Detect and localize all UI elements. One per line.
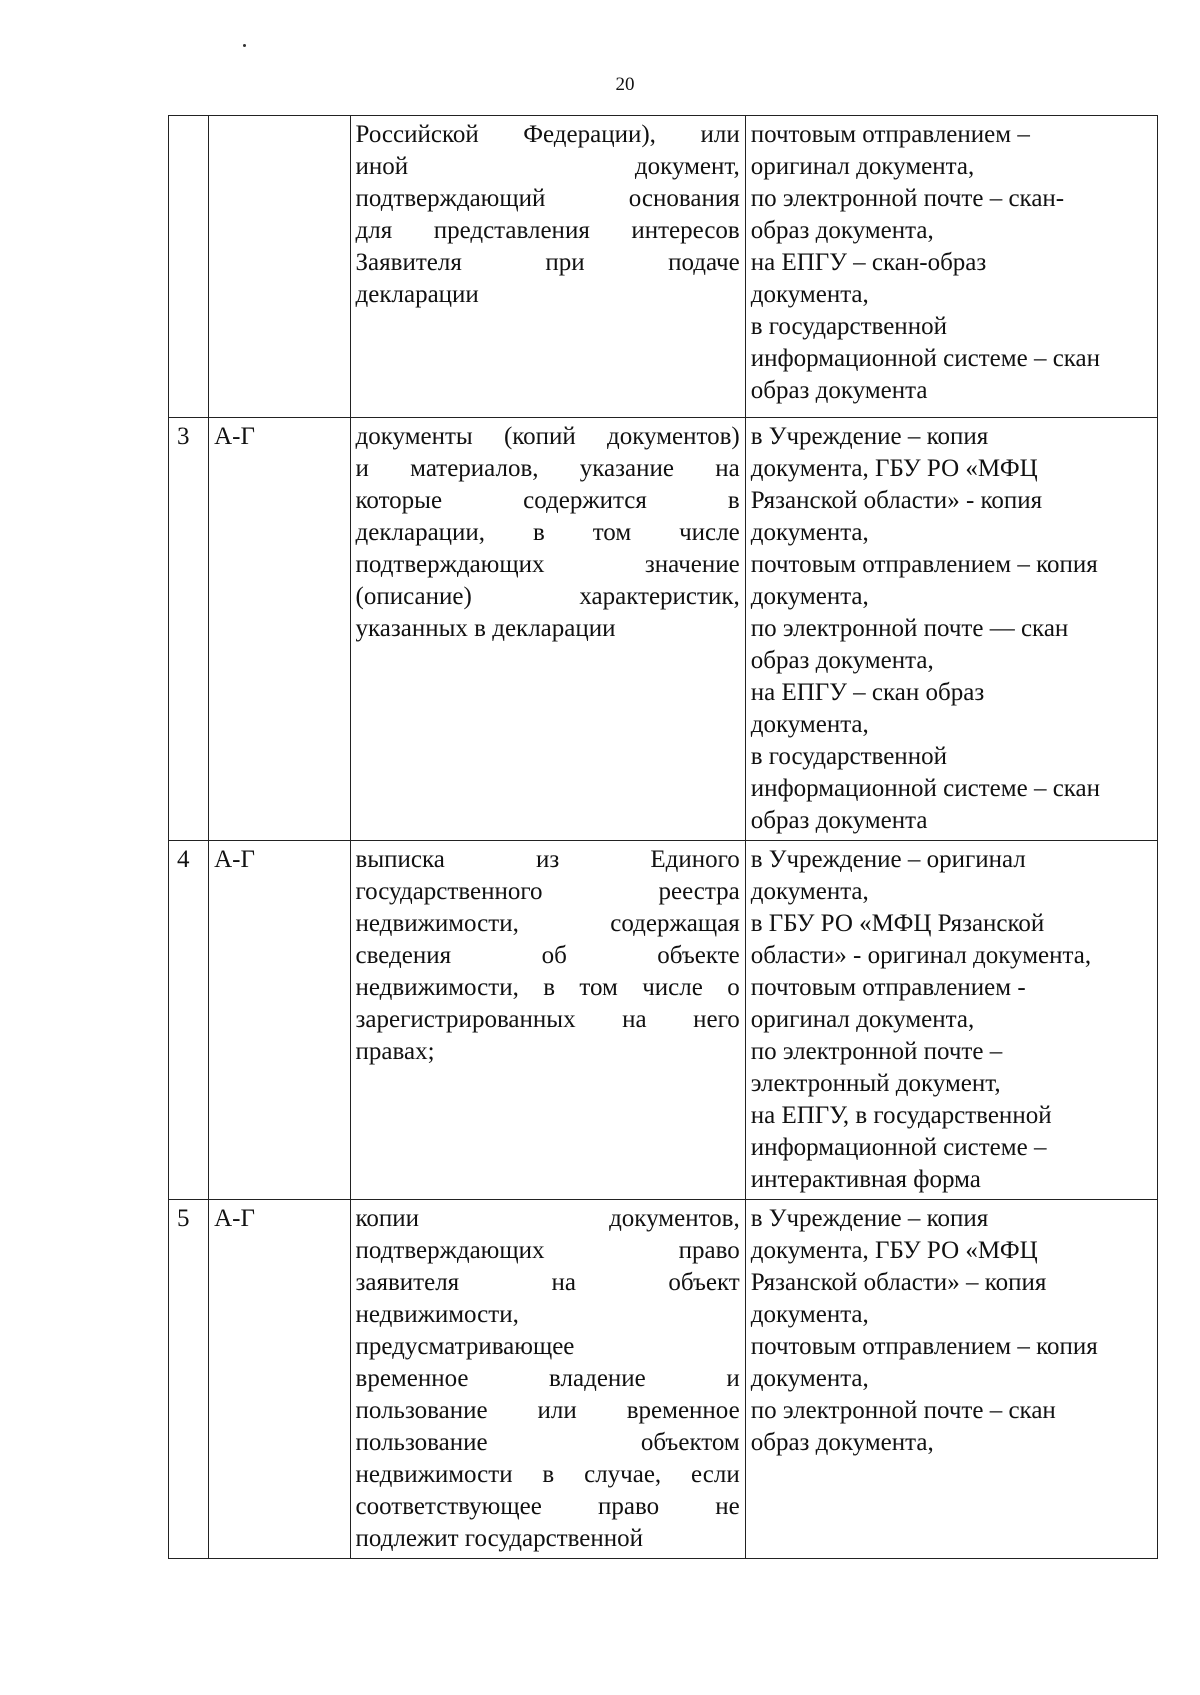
method-line: оригинал документа, <box>750 153 975 180</box>
document-description <box>350 841 745 1200</box>
method-line: на ЕПГУ – скан-образ <box>750 249 987 276</box>
document-line: подтверждающих значение <box>355 551 740 578</box>
method-line: документа, <box>750 1365 869 1392</box>
document-line: пользование или временное <box>355 1397 740 1424</box>
document-line: правах; <box>355 1038 435 1065</box>
method-line: по электронной почте – скан- <box>750 185 1065 212</box>
method-line: в Учреждение – копия <box>750 1205 989 1232</box>
method-line: образ документа, <box>750 1429 934 1456</box>
method-line: документа, <box>750 281 869 308</box>
method-line: оригинал документа, <box>750 1006 975 1033</box>
document-line: недвижимости, содержащая <box>355 910 740 937</box>
row-number: 3 <box>169 418 209 841</box>
document-line: сведения об объекте <box>355 942 740 969</box>
document-line: недвижимости, в том числе о <box>355 974 740 1001</box>
method-line: почтовым отправлением – копия <box>750 1333 1098 1360</box>
method-line: информационной системе – <box>750 1134 1047 1161</box>
document-line: недвижимости, <box>355 1301 519 1328</box>
document-line: подтверждающий основания <box>355 185 740 212</box>
document-line: Заявителя при подаче <box>355 249 740 276</box>
method-line: почтовым отправлением - <box>750 974 1026 1001</box>
document-line: подтверждающих право <box>355 1237 740 1264</box>
document-line: пользование объектом <box>355 1429 740 1456</box>
method-line: документа, ГБУ РО «МФЦ <box>750 1237 1038 1264</box>
document-line: государственного реестра <box>355 878 740 905</box>
method-line: на ЕПГУ, в государственной <box>750 1102 1052 1129</box>
table-row <box>169 841 1158 1200</box>
document-line: указанных в декларации <box>355 615 616 642</box>
submission-method <box>745 116 1157 418</box>
document-line: (описание) характеристик, <box>355 583 740 610</box>
document-line: документы (копий документов) <box>355 423 740 450</box>
document-description <box>350 418 745 841</box>
table-row <box>169 418 1158 841</box>
document-line: подлежит государственной <box>355 1525 643 1552</box>
method-line: в Учреждение – оригинал <box>750 846 1026 873</box>
method-line: в Учреждение – копия <box>750 423 989 450</box>
row-code: А-Г <box>209 418 350 841</box>
document-line: иной документ, <box>355 153 740 180</box>
method-line: документа, <box>750 1301 869 1328</box>
method-line: в ГБУ РО «МФЦ Рязанской <box>750 910 1045 937</box>
document-line: временное владение и <box>355 1365 740 1392</box>
method-line: области» - оригинал документа, <box>750 942 1092 969</box>
method-line: почтовым отправлением – копия <box>750 551 1098 578</box>
method-line: по электронной почте – скан <box>750 1397 1056 1424</box>
row-number: 4 <box>169 841 209 1200</box>
document-line: выписка из Единого <box>355 846 740 873</box>
table-row <box>169 116 1158 418</box>
method-line: Рязанской области» - копия <box>750 487 1043 514</box>
document-line: для представления интересов <box>355 217 740 244</box>
document-line: предусматривающее <box>355 1333 575 1360</box>
document-line: копии документов, <box>355 1205 740 1232</box>
method-line: интерактивная форма <box>750 1166 981 1193</box>
method-line: информационной системе – скан <box>750 775 1101 802</box>
document-description <box>350 116 745 418</box>
row-code: А-Г <box>209 1200 350 1559</box>
document-description <box>350 1200 745 1559</box>
row-number: 5 <box>169 1200 209 1559</box>
method-line: документа, <box>750 519 869 546</box>
row-number <box>169 116 209 418</box>
documents-table <box>168 115 1158 1559</box>
method-line: в государственной <box>750 313 947 340</box>
scan-speck <box>243 44 246 47</box>
method-line: образ документа <box>750 807 928 834</box>
document-line: и материалов, указание на <box>355 455 740 482</box>
method-line: Рязанской области» – копия <box>750 1269 1047 1296</box>
table-row <box>169 1200 1158 1559</box>
method-line: образ документа, <box>750 217 934 244</box>
method-line: информационной системе – скан <box>750 345 1101 372</box>
document-line: Российской Федерации), или <box>355 121 740 148</box>
method-line: документа, <box>750 878 869 905</box>
document-line: недвижимости в случае, если <box>355 1461 740 1488</box>
method-line: почтовым отправлением – <box>750 121 1030 148</box>
document-line: которые содержится в <box>355 487 740 514</box>
method-line: в государственной <box>750 743 947 770</box>
document-line: декларации, в том числе <box>355 519 740 546</box>
method-line: документа, <box>750 583 869 610</box>
method-line: образ документа, <box>750 647 934 674</box>
document-line: заявителя на объект <box>355 1269 740 1296</box>
submission-method <box>745 1200 1157 1559</box>
submission-method <box>745 418 1157 841</box>
page-number: 20 <box>615 74 635 95</box>
submission-method <box>745 841 1157 1200</box>
document-line: соответствующее право не <box>355 1493 740 1520</box>
document-line: зарегистрированных на него <box>355 1006 740 1033</box>
method-line: по электронной почте – <box>750 1038 1003 1065</box>
method-line: документа, <box>750 711 869 738</box>
method-line: образ документа <box>750 377 928 404</box>
method-line: на ЕПГУ – скан образ <box>750 679 985 706</box>
method-line: электронный документ, <box>750 1070 1001 1097</box>
method-line: по электронной почте — скан <box>750 615 1069 642</box>
method-line: документа, ГБУ РО «МФЦ <box>750 455 1038 482</box>
row-code: А-Г <box>209 841 350 1200</box>
document-line: декларации <box>355 281 479 308</box>
row-code <box>209 116 350 418</box>
